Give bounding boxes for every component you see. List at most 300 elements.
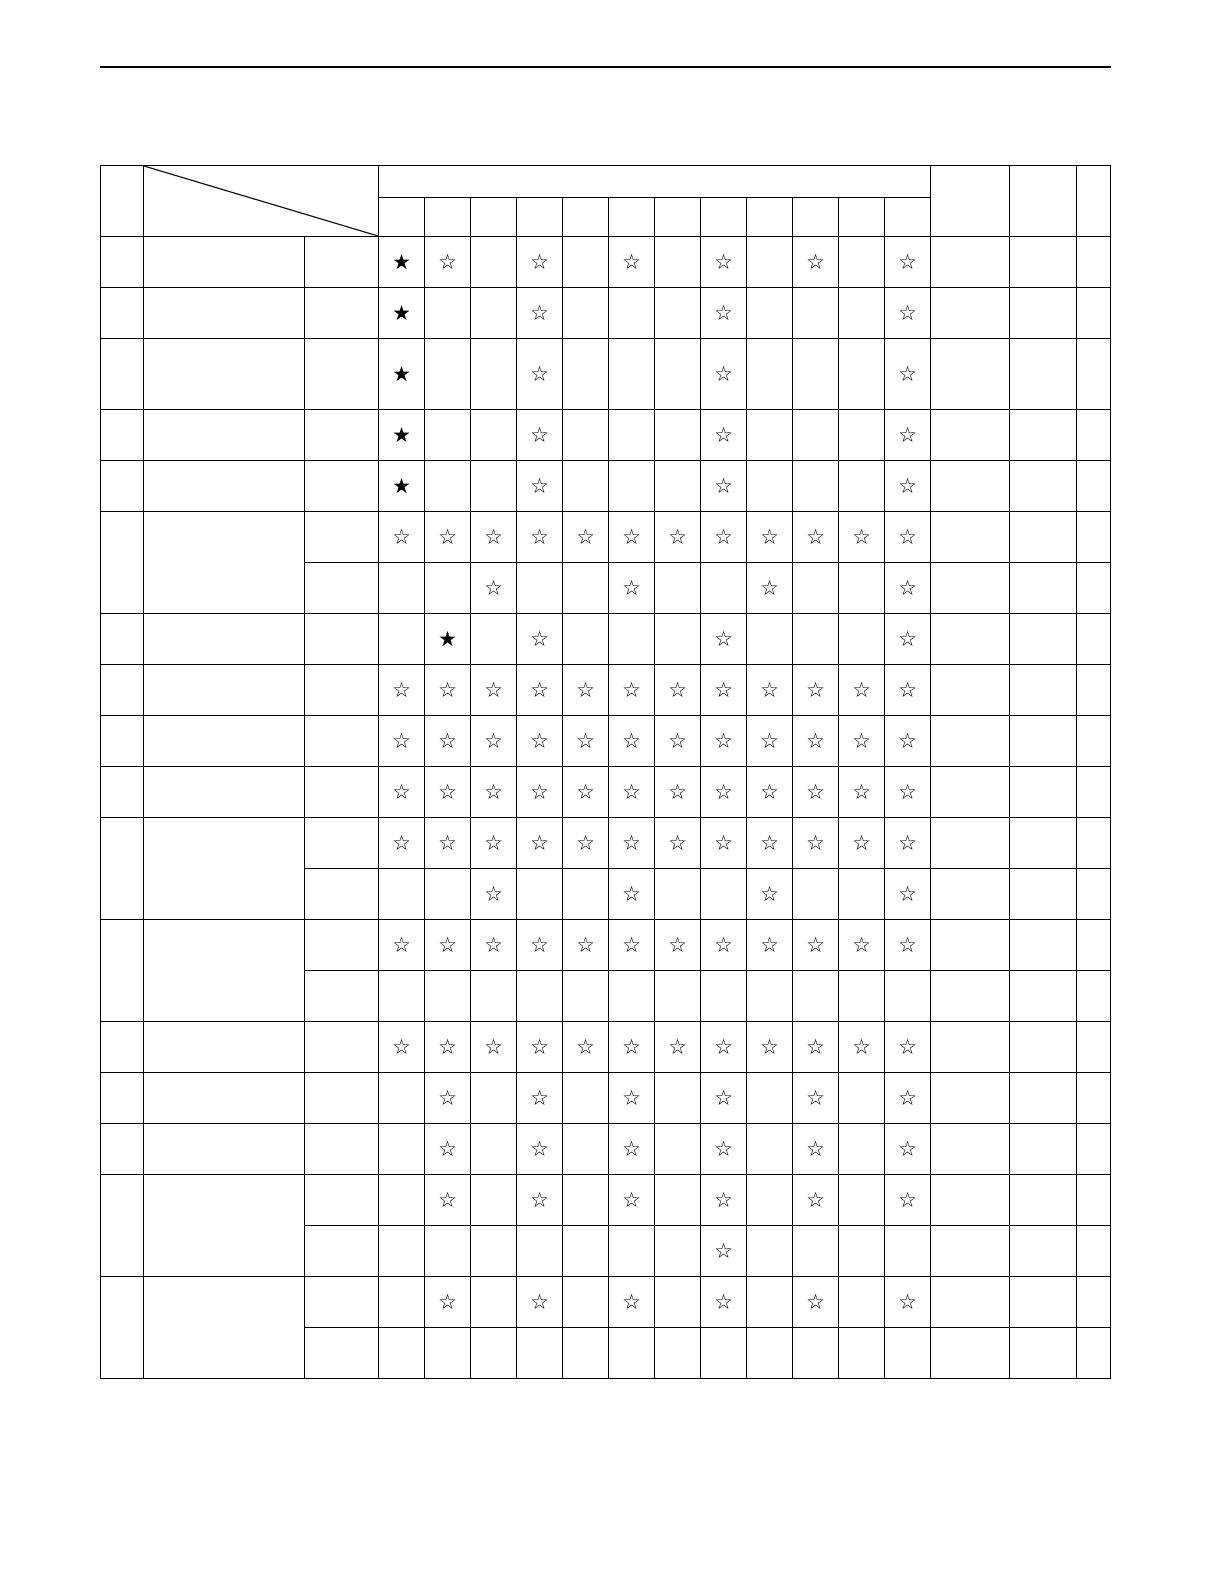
empty-cell [655,461,701,512]
open-star-icon: ☆ [701,237,747,288]
empty-cell [471,1328,517,1379]
header-extra-cell-1 [931,166,1010,237]
open-star-icon: ☆ [517,512,563,563]
row-extra-cell [931,971,1010,1022]
empty-cell [471,339,517,410]
empty-cell [563,288,609,339]
row-extra-cell [931,1022,1010,1073]
row-subitem-cell [305,614,379,665]
open-star-icon: ☆ [517,1022,563,1073]
row-subitem-cell [305,818,379,869]
open-star-icon: ☆ [517,461,563,512]
open-star-icon: ☆ [885,1073,931,1124]
empty-cell [609,339,655,410]
empty-cell [471,971,517,1022]
empty-cell [563,461,609,512]
open-star-icon: ☆ [609,920,655,971]
header-subcolumn-cell [885,198,931,237]
empty-cell [655,971,701,1022]
empty-cell [379,869,425,920]
header-index-cell [101,166,144,237]
empty-cell [563,1124,609,1175]
top-rule [100,66,1111,68]
open-star-icon: ☆ [885,869,931,920]
row-subitem-cell [305,1124,379,1175]
empty-cell [379,1073,425,1124]
open-star-icon: ☆ [471,818,517,869]
table-row [101,288,1111,339]
row-extra-cell [1077,410,1111,461]
empty-cell [563,869,609,920]
empty-cell [655,614,701,665]
header-subcolumn-cell [425,198,471,237]
empty-cell [517,1226,563,1277]
open-star-icon: ☆ [563,665,609,716]
open-star-icon: ☆ [655,920,701,971]
row-extra-cell [931,1175,1010,1226]
open-star-icon: ☆ [747,818,793,869]
row-extra-cell [1010,1277,1077,1328]
empty-cell [379,1277,425,1328]
header-subcolumn-cell [609,198,655,237]
open-star-icon: ☆ [379,716,425,767]
row-item-cell [144,1124,305,1175]
open-star-icon: ☆ [517,920,563,971]
empty-cell [563,237,609,288]
empty-cell [655,410,701,461]
open-star-icon: ☆ [701,1226,747,1277]
row-item-cell [144,1073,305,1124]
row-extra-cell [1077,716,1111,767]
row-extra-cell [931,1328,1010,1379]
open-star-icon: ☆ [517,1073,563,1124]
open-star-icon: ☆ [609,716,655,767]
empty-cell [471,1073,517,1124]
row-extra-cell [1010,614,1077,665]
table-row [101,767,1111,818]
open-star-icon: ☆ [747,665,793,716]
row-extra-cell [1077,1277,1111,1328]
empty-cell [747,1175,793,1226]
open-star-icon: ☆ [885,1124,931,1175]
empty-cell [563,1175,609,1226]
empty-cell [839,971,885,1022]
row-subitem-cell [305,288,379,339]
empty-cell [471,614,517,665]
empty-cell [839,1073,885,1124]
row-extra-cell [1010,818,1077,869]
header-extra-cell-3 [1077,166,1111,237]
open-star-icon: ☆ [885,818,931,869]
open-star-icon: ☆ [563,1022,609,1073]
empty-cell [701,869,747,920]
open-star-icon: ☆ [517,1175,563,1226]
open-star-icon: ☆ [517,716,563,767]
row-subitem-cell [305,1022,379,1073]
row-item-cell [144,410,305,461]
open-star-icon: ☆ [563,716,609,767]
empty-cell [655,869,701,920]
empty-cell [471,461,517,512]
header-subcolumn-cell [563,198,609,237]
empty-cell [885,1328,931,1379]
open-star-icon: ☆ [793,512,839,563]
header-group-cell [379,166,931,198]
table-row [101,461,1111,512]
empty-cell [563,1226,609,1277]
open-star-icon: ☆ [701,920,747,971]
empty-cell [839,288,885,339]
row-subitem-cell [305,869,379,920]
table-row [101,1175,1111,1226]
row-subitem-cell [305,563,379,614]
empty-cell [517,971,563,1022]
row-extra-cell [931,410,1010,461]
table-row [101,665,1111,716]
header-extra-cell-2 [1010,166,1077,237]
open-star-icon: ☆ [701,461,747,512]
empty-cell [379,1124,425,1175]
empty-cell [609,288,655,339]
open-star-icon: ☆ [517,767,563,818]
empty-cell [609,1328,655,1379]
open-star-icon: ☆ [655,767,701,818]
open-star-icon: ☆ [701,339,747,410]
open-star-icon: ☆ [563,818,609,869]
open-star-icon: ☆ [747,1022,793,1073]
filled-star-icon: ★ [379,237,425,288]
empty-cell [747,339,793,410]
row-extra-cell [1077,1124,1111,1175]
open-star-icon: ☆ [839,716,885,767]
open-star-icon: ☆ [425,665,471,716]
empty-cell [655,1073,701,1124]
row-subitem-cell [305,237,379,288]
empty-cell [379,1328,425,1379]
empty-cell [747,410,793,461]
empty-cell [425,339,471,410]
row-subitem-cell [305,1175,379,1226]
row-extra-cell [931,818,1010,869]
open-star-icon: ☆ [655,716,701,767]
open-star-icon: ☆ [379,767,425,818]
open-star-icon: ☆ [471,563,517,614]
row-index-cell [101,1073,144,1124]
open-star-icon: ☆ [609,818,655,869]
row-extra-cell [1077,1175,1111,1226]
open-star-icon: ☆ [425,1277,471,1328]
row-extra-cell [1010,767,1077,818]
header-diagonal-cell [144,166,379,237]
row-extra-cell [1010,410,1077,461]
empty-cell [563,410,609,461]
open-star-icon: ☆ [793,1175,839,1226]
empty-cell [885,971,931,1022]
open-star-icon: ☆ [517,818,563,869]
row-subitem-cell [305,1277,379,1328]
header-subcolumn-cell [793,198,839,237]
empty-cell [425,869,471,920]
empty-cell [563,971,609,1022]
row-item-cell [144,1022,305,1073]
open-star-icon: ☆ [609,512,655,563]
open-star-icon: ☆ [517,1124,563,1175]
filled-star-icon: ★ [379,288,425,339]
row-index-cell [101,1277,144,1379]
row-item-cell [144,665,305,716]
empty-cell [471,237,517,288]
row-item-cell [144,461,305,512]
row-item-cell [144,767,305,818]
empty-cell [793,461,839,512]
open-star-icon: ☆ [839,512,885,563]
diagonal-line [144,166,378,236]
open-star-icon: ☆ [793,767,839,818]
empty-cell [747,1277,793,1328]
row-extra-cell [1010,563,1077,614]
row-index-cell [101,410,144,461]
empty-cell [747,288,793,339]
row-extra-cell [1077,237,1111,288]
row-index-cell [101,1124,144,1175]
header-subcolumn-cell [747,198,793,237]
row-index-cell [101,288,144,339]
open-star-icon: ☆ [701,512,747,563]
row-item-cell [144,512,305,614]
empty-cell [839,1175,885,1226]
open-star-icon: ☆ [425,767,471,818]
row-extra-cell [931,1226,1010,1277]
row-extra-cell [1077,461,1111,512]
row-item-cell [144,1175,305,1277]
empty-cell [655,288,701,339]
row-subitem-cell [305,1073,379,1124]
row-extra-cell [1010,1328,1077,1379]
empty-cell [793,614,839,665]
open-star-icon: ☆ [885,563,931,614]
row-extra-cell [1010,920,1077,971]
empty-cell [747,614,793,665]
open-star-icon: ☆ [701,1175,747,1226]
open-star-icon: ☆ [471,920,517,971]
empty-cell [747,971,793,1022]
row-item-cell [144,614,305,665]
open-star-icon: ☆ [701,818,747,869]
table-row [101,818,1111,869]
open-star-icon: ☆ [885,614,931,665]
open-star-icon: ☆ [517,410,563,461]
row-index-cell [101,818,144,920]
row-subitem-cell [305,461,379,512]
row-item-cell [144,716,305,767]
row-index-cell [101,237,144,288]
open-star-icon: ☆ [793,818,839,869]
empty-cell [471,1226,517,1277]
row-index-cell [101,1175,144,1277]
open-star-icon: ☆ [609,1022,655,1073]
row-index-cell [101,1022,144,1073]
empty-cell [793,339,839,410]
open-star-icon: ☆ [609,1175,655,1226]
open-star-icon: ☆ [747,920,793,971]
filled-star-icon: ★ [379,410,425,461]
empty-cell [609,1226,655,1277]
open-star-icon: ☆ [563,920,609,971]
open-star-icon: ☆ [609,665,655,716]
empty-cell [425,461,471,512]
open-star-icon: ☆ [609,767,655,818]
open-star-icon: ☆ [747,767,793,818]
empty-cell [655,1175,701,1226]
row-index-cell [101,461,144,512]
row-extra-cell [1010,1073,1077,1124]
open-star-icon: ☆ [747,512,793,563]
open-star-icon: ☆ [793,1073,839,1124]
open-star-icon: ☆ [425,1073,471,1124]
row-extra-cell [1077,1226,1111,1277]
open-star-icon: ☆ [839,665,885,716]
empty-cell [655,1328,701,1379]
header-subcolumn-cell [471,198,517,237]
row-extra-cell [1010,971,1077,1022]
open-star-icon: ☆ [655,818,701,869]
table-row [101,1277,1111,1328]
open-star-icon: ☆ [379,512,425,563]
open-star-icon: ☆ [747,869,793,920]
open-star-icon: ☆ [885,237,931,288]
open-star-icon: ☆ [609,237,655,288]
open-star-icon: ☆ [701,767,747,818]
matrix-table [100,165,1111,1379]
table-row [101,339,1111,410]
open-star-icon: ☆ [747,563,793,614]
open-star-icon: ☆ [609,1124,655,1175]
open-star-icon: ☆ [609,1073,655,1124]
open-star-icon: ☆ [885,288,931,339]
open-star-icon: ☆ [425,1124,471,1175]
row-extra-cell [1077,1073,1111,1124]
open-star-icon: ☆ [885,665,931,716]
empty-cell [839,410,885,461]
open-star-icon: ☆ [471,1022,517,1073]
filled-star-icon: ★ [379,461,425,512]
open-star-icon: ☆ [701,288,747,339]
open-star-icon: ☆ [379,665,425,716]
empty-cell [839,237,885,288]
table-row [101,237,1111,288]
open-star-icon: ☆ [793,1124,839,1175]
empty-cell [471,1175,517,1226]
filled-star-icon: ★ [425,614,471,665]
row-extra-cell [931,1124,1010,1175]
row-extra-cell [931,512,1010,563]
empty-cell [839,1124,885,1175]
open-star-icon: ☆ [885,1277,931,1328]
table-row [101,716,1111,767]
row-extra-cell [1077,1328,1111,1379]
open-star-icon: ☆ [701,665,747,716]
open-star-icon: ☆ [517,614,563,665]
row-extra-cell [931,237,1010,288]
row-extra-cell [1077,665,1111,716]
open-star-icon: ☆ [563,512,609,563]
row-extra-cell [1010,461,1077,512]
empty-cell [471,410,517,461]
open-star-icon: ☆ [471,512,517,563]
row-extra-cell [1077,920,1111,971]
empty-cell [793,869,839,920]
filled-star-icon: ★ [379,339,425,410]
empty-cell [609,461,655,512]
row-extra-cell [931,563,1010,614]
empty-cell [747,1073,793,1124]
open-star-icon: ☆ [517,1277,563,1328]
row-subitem-cell [305,339,379,410]
empty-cell [793,288,839,339]
row-index-cell [101,920,144,1022]
open-star-icon: ☆ [517,339,563,410]
open-star-icon: ☆ [839,767,885,818]
open-star-icon: ☆ [655,665,701,716]
row-extra-cell [1077,869,1111,920]
row-item-cell [144,1277,305,1379]
row-index-cell [101,716,144,767]
row-extra-cell [1010,237,1077,288]
open-star-icon: ☆ [471,869,517,920]
open-star-icon: ☆ [609,869,655,920]
header-subcolumn-cell [655,198,701,237]
open-star-icon: ☆ [885,767,931,818]
empty-cell [701,563,747,614]
open-star-icon: ☆ [839,818,885,869]
open-star-icon: ☆ [793,237,839,288]
row-subitem-cell [305,767,379,818]
empty-cell [885,1226,931,1277]
open-star-icon: ☆ [885,920,931,971]
row-extra-cell [931,614,1010,665]
open-star-icon: ☆ [885,716,931,767]
table-row [101,410,1111,461]
open-star-icon: ☆ [747,716,793,767]
row-extra-cell [1077,971,1111,1022]
row-item-cell [144,920,305,1022]
empty-cell [425,410,471,461]
empty-cell [793,1328,839,1379]
empty-cell [655,1277,701,1328]
empty-cell [655,563,701,614]
open-star-icon: ☆ [701,410,747,461]
row-extra-cell [1077,512,1111,563]
open-star-icon: ☆ [839,920,885,971]
row-extra-cell [1010,1175,1077,1226]
empty-cell [839,869,885,920]
open-star-icon: ☆ [425,237,471,288]
row-index-cell [101,512,144,614]
empty-cell [517,1328,563,1379]
row-extra-cell [1010,716,1077,767]
row-index-cell [101,614,144,665]
row-extra-cell [1077,767,1111,818]
open-star-icon: ☆ [701,1277,747,1328]
open-star-icon: ☆ [517,288,563,339]
open-star-icon: ☆ [425,1022,471,1073]
row-index-cell [101,339,144,410]
header-subcolumn-cell [701,198,747,237]
row-extra-cell [1077,339,1111,410]
row-extra-cell [1010,1124,1077,1175]
empty-cell [425,1328,471,1379]
open-star-icon: ☆ [701,716,747,767]
